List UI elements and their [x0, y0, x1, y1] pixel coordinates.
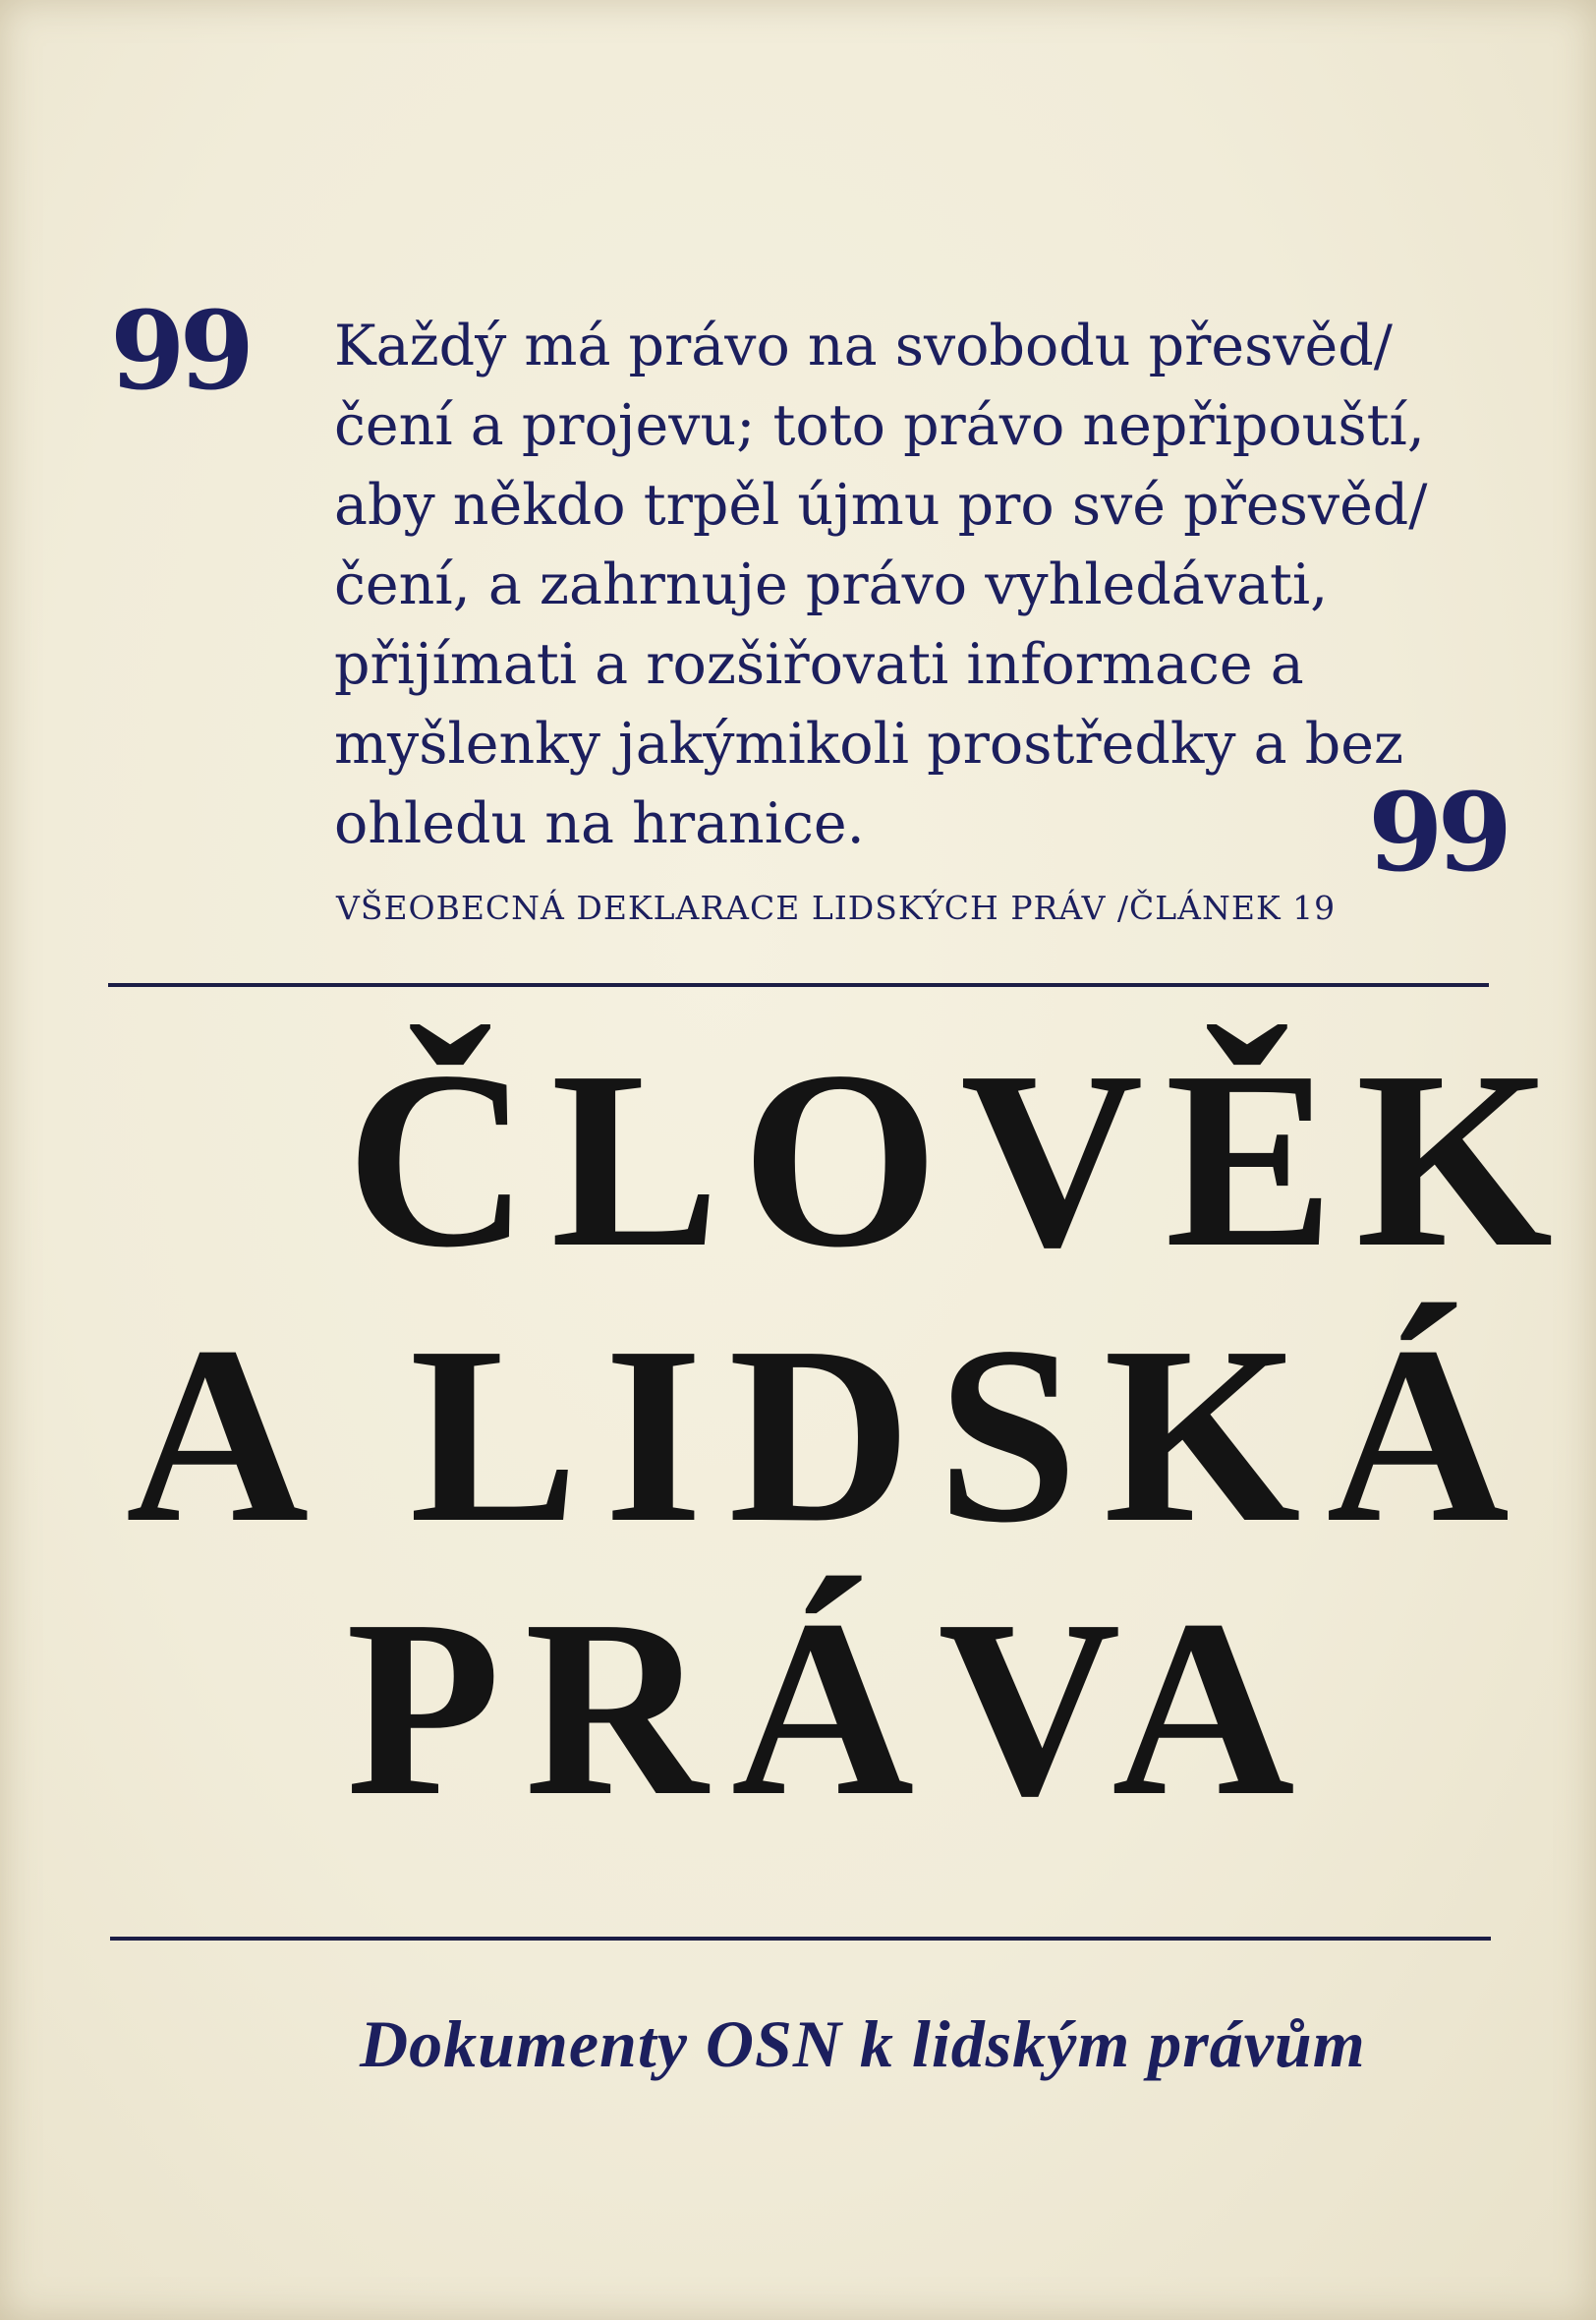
quotation-line: čení a projevu; toto právo nepřipouští,: [334, 393, 1425, 458]
title-line-2: A LIDSKÁ: [126, 1294, 1535, 1575]
quotation-line: Každý má právo na svobodu přesvěd/: [334, 314, 1393, 378]
quotation-line: myšlenky jakýmikoli prostředky a bez: [334, 712, 1404, 777]
quotation-text: [334, 307, 1504, 864]
quotation-line: přijímati a rozšiřovati informace a: [334, 632, 1304, 697]
quotation-line: čení, a zahrnuje právo vyhledávati,: [334, 552, 1329, 617]
quotation-line: ohledu na hranice.: [334, 791, 865, 856]
quotation-line: aby někdo trpěl újmu pro své přesvěd/: [334, 473, 1428, 538]
title-line-3: PRÁVA: [346, 1567, 1319, 1848]
bottom-divider: [110, 1937, 1491, 1941]
quotation-source: VŠEOBECNÁ DEKLARACE LIDSKÝCH PRÁV /ČLÁNEK 19: [336, 889, 1337, 927]
top-divider: [108, 983, 1489, 987]
closing-quote-mark: 99: [1368, 769, 1508, 896]
title-line-1: ČLOVĚK: [346, 1018, 1575, 1300]
opening-quote-mark: 99: [110, 287, 250, 414]
book-subtitle: Dokumenty OSN k lidským právům: [360, 2006, 1366, 2081]
